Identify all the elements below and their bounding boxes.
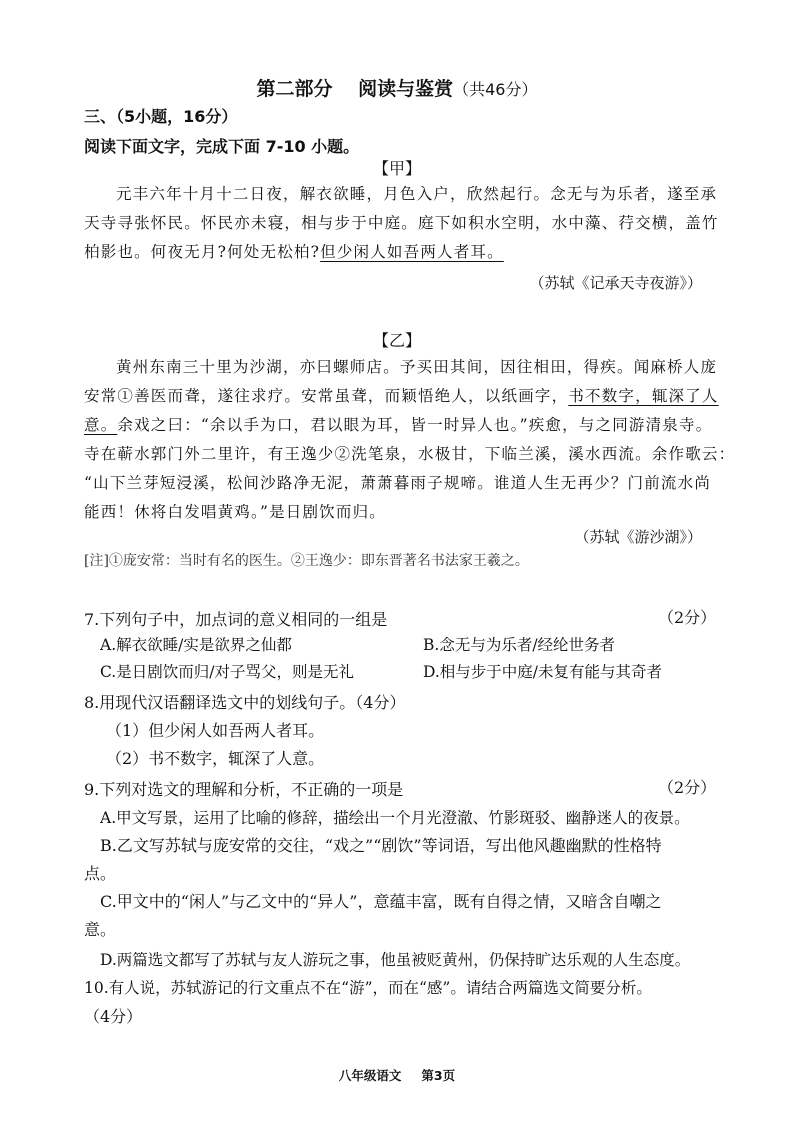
passage-a-label: 【甲】 — [372, 159, 421, 178]
passage-b-line: 黄州东南三十里为沙湖，亦曰螺师店。予买田其间，因往相田，得疾。闻麻桥人庞 — [116, 358, 718, 376]
q9-score: （2分） — [658, 778, 717, 797]
passage-b-label: 【乙】 — [372, 331, 421, 350]
passage-b-line-text: 余戏之曰：“余以手为口，君以眼为耳，皆一时异人也。”疾愈，与之同游清泉寺。 — [117, 416, 713, 434]
passage-a-line — [84, 238, 714, 267]
q7-stem: 7.下列句子中，加点词的意义相同的一组是 — [84, 610, 388, 629]
q9-stem: 9.下列对选文的理解和分析，不正确的一项是 — [84, 780, 404, 799]
q9-option-c-line1: C.甲文中的“闲人”与乙文中的“异人”，意蕴丰富，既有自得之情，又暗含自嘲之 — [100, 892, 662, 911]
underlined-sentence-1: 但少闲人如吾两人者耳。 — [320, 243, 504, 261]
q7-option-a: A.解衣欲睡/实是欲界之仙都 — [100, 636, 292, 654]
underlined-sentence-2a: 书不数字，辄深了人 — [568, 387, 719, 405]
passage-b — [84, 353, 736, 527]
footer-page-number: 第3页 — [421, 1068, 456, 1083]
q8-sentence-1: （1）但少闲人如吾两人者耳。 — [106, 721, 325, 740]
q9-option-b-line1: B.乙文写苏轼与庞安常的交往，“戏之”“剧饮”等词语，写出他风趣幽默的性格特 — [100, 836, 662, 855]
section-heading: 三、（5小题，16分） — [84, 107, 238, 126]
q7-option-c: C.是日剧饮而归/对子骂父，则是无礼 — [100, 663, 354, 681]
passage-a-line-text: 柏影也。何夜无月?何处无松柏? — [84, 243, 321, 261]
passage-a-line: 元丰六年十月十二日夜，解衣欲睡，月色入户，欣然起行。念无与为乐者，遂至承 — [116, 185, 718, 203]
section-instruction: 阅读下面文字，完成下面 7-10 小题。 — [84, 137, 360, 156]
passage-a — [84, 180, 719, 267]
q7-score: （2分） — [658, 608, 717, 627]
q10-stem: 10.有人说，苏轼游记的行文重点不在“游”，而在“感”。请结合两篇选文简要分析。 — [84, 979, 652, 997]
q9-option-a: A.甲文写景，运用了比喻的修辞，描绘出一个月光澄澈、竹影斑驳、幽静迷人的夜景。 — [100, 809, 690, 827]
q7-option-b: B.念无与为乐者/经纶世务者 — [423, 636, 616, 654]
q8-stem: 8.用现代汉语翻译选文中的划线句子。（4分） — [84, 693, 406, 712]
page-footer — [0, 1066, 794, 1084]
passage-a-source: （苏轼《记承天寺夜游》） — [529, 274, 702, 292]
passage-b-line: “山下兰芽短浸溪，松间沙路净无泥，萧萧暮雨子规啼。谁道人生无再少？门前流水尚 — [84, 474, 712, 492]
passage-b-note: [注]①庞安常：当时有名的医生。②王逸少：即东晋著名书法家王羲之。 — [84, 553, 529, 569]
q7-option-d: D.相与步于中庭/未复有能与其奇者 — [423, 663, 663, 681]
part-title — [0, 74, 794, 101]
q8-sentence-2: （2）书不数字，辄深了人意。 — [106, 749, 325, 768]
q9-option-c-line2: 意。 — [84, 920, 117, 939]
footer-subject: 八年级语文 — [338, 1068, 402, 1083]
q10-score: （4分） — [84, 1007, 143, 1026]
passage-b-line — [84, 411, 714, 440]
passage-a-line: 天寺寻张怀民。怀民亦未寝，相与步于中庭。庭下如积水空明，水中藻、荇交横，盖竹 — [84, 214, 719, 232]
passage-b-source: （苏轼《游沙湖》） — [574, 528, 702, 546]
part-title-text: 第二部分 阅读与鉴赏 — [256, 78, 454, 100]
passage-b-line: 能西！休将白发唱黄鸡。”是日剧饮而归。 — [84, 503, 386, 521]
part-points: （共46分） — [453, 80, 538, 99]
passage-b-line: 寺在蕲水郭门外二里许，有王逸少②洗笔泉，水极甘，下临兰溪，溪水西流。余作歌云： — [84, 445, 736, 463]
passage-b-line-text: 安常①善医而聋，遂往求疗。安常虽聋，而颖悟绝人，以纸画字， — [84, 387, 569, 405]
q9-option-d: D.两篇选文都写了苏轼与友人游玩之事，他虽被贬黄州，仍保持旷达乐观的人生态度。 — [100, 951, 691, 969]
q9-option-b-line2: 点。 — [84, 864, 117, 883]
passage-b-line — [84, 382, 719, 411]
underlined-sentence-2b: 意。 — [84, 416, 118, 434]
